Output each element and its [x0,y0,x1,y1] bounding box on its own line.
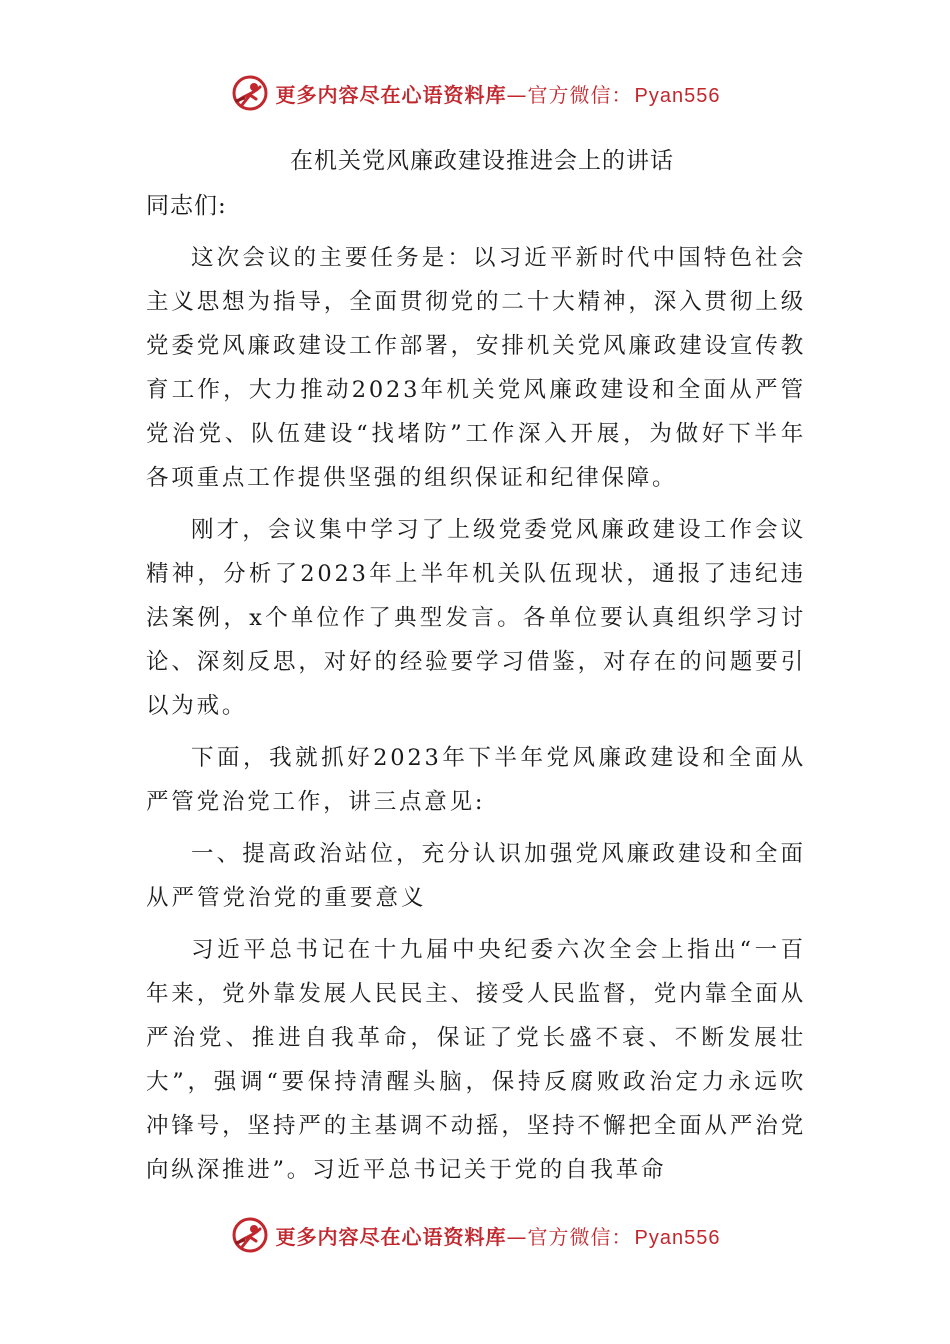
document-title: 在机关党风廉政建设推进会上的讲话 [290,148,674,174]
greeting: 同志们: [146,193,227,219]
footer-watermark [0,1212,950,1258]
paragraph-outline: 下面，我就抓好2023年下半年党风廉政建设和全面从严管党治党工作，讲三点意见: [146,745,806,815]
watermark-dash: — [506,82,528,107]
reading-person-icon [230,73,270,113]
watermark-wechat-label: 官方微信： [527,1224,633,1249]
watermark-main: 更多内容尽在心语资料库 [275,1224,507,1249]
paragraph-quote: 习近平总书记在十九届中央纪委六次全会上指出“一百年来，党外靠发展人民民主、接受人民监督，党内靠全面从严治党、推进自我革命，保证了党长盛不衰、不断发展壮大”，强调“要保持清醒头脑，保持反腐败政治定力永远吹冲锋号，坚持严的主基调不动摇，坚持不懈把全面从严治党向纵深推进”。习近平总书记关于党的自我革命 [146,937,806,1183]
header-watermark [0,70,950,116]
watermark-wechat-label: 官方微信： [527,82,633,107]
watermark-wechat-id: Pyan556 [634,84,721,107]
watermark-dash: — [506,1224,528,1249]
document-page [146,138,806,1200]
watermark-text [276,79,721,108]
watermark-wechat-id: Pyan556 [634,1226,721,1249]
section-heading-1: 一、提高政治站位，充分认识加强党风廉政建设和全面从严管党治党的重要意义 [146,841,806,911]
paragraph-review: 刚才，会议集中学习了上级党委党风廉政建设工作会议精神，分析了2023年上半年机关队伍现状，通报了违纪违法案例，x个单位作了典型发言。各单位要认真组织学习讨论、深刻反思，对好的经验要学习借鉴，对存在的问题要引以为戒。 [146,517,806,719]
watermark-text [276,1221,721,1250]
paragraph-intro: 这次会议的主要任务是：以习近平新时代中国特色社会主义思想为指导，全面贯彻党的二十大精神，深入贯彻上级党委党风廉政建设工作部署，安排机关党风廉政建设宣传教育工作，大力推动2023年机关党风廉政建设和全面从严管党治党、队伍建设“找堵防”工作深入开展，为做好下半年各项重点工作提供坚强的组织保证和纪律保障。 [146,245,806,491]
reading-person-icon [230,1215,270,1255]
watermark-main: 更多内容尽在心语资料库 [275,82,507,107]
